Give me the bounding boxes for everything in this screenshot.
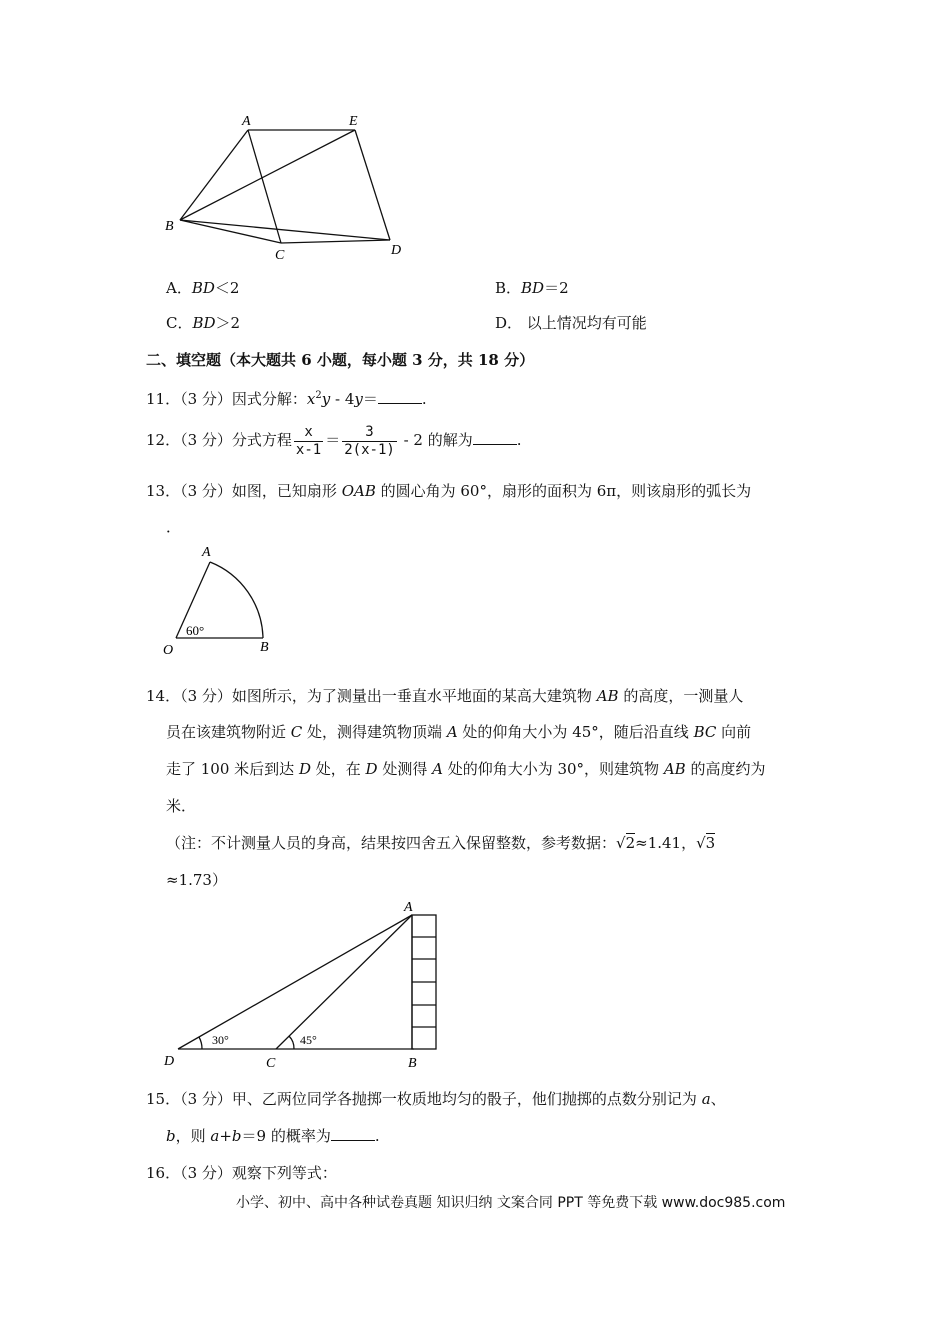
option-d: D． 以上情况均有可能 bbox=[495, 314, 647, 332]
fraction-2: $\frac{3}{2(x-1)}$ bbox=[344, 423, 395, 458]
question-13-line2: ． bbox=[166, 518, 182, 536]
label-B: B bbox=[408, 1056, 417, 1071]
answer-blank bbox=[331, 1126, 375, 1141]
angle-60: 60° bbox=[186, 623, 205, 638]
label-B: B bbox=[260, 640, 269, 655]
option-c: C．BD＞2 bbox=[166, 314, 241, 332]
question-14: 14．（3 分）如图所示，为了测量出一垂直水平地面的某高大建筑物 AB 的高度，一测量人 bbox=[146, 687, 744, 705]
answer-blank bbox=[378, 389, 422, 404]
question-14-note2: ≈1.73） bbox=[166, 871, 227, 889]
option-a: A．BD＜2 bbox=[166, 279, 240, 297]
footer-text: 小学、初中、高中各种试卷真题 知识归纳 文案合同 PPT 等免费下载 www.doc985.com bbox=[236, 1195, 786, 1211]
sqrt-2: √2 bbox=[616, 834, 636, 852]
fraction-1: $\frac{x}{x-1}$ bbox=[295, 423, 322, 458]
label-A: A bbox=[202, 545, 211, 560]
figure-quadrilateral bbox=[160, 108, 420, 268]
question-11: 11．（3 分）因式分解：$x^2y - 4y=$ . bbox=[146, 390, 427, 408]
question-15: 15．（3 分）甲、乙两位同学各抛掷一枚质地均匀的骰子，他们抛掷的点数分别记为 a、 bbox=[146, 1090, 726, 1108]
label-A: A bbox=[404, 900, 413, 915]
angle-45: 45° bbox=[300, 1033, 317, 1047]
label-O: O bbox=[163, 643, 174, 658]
angle-30: 30° bbox=[212, 1033, 229, 1047]
question-14-line4: 米． bbox=[166, 797, 197, 815]
sqrt-3: √3 bbox=[696, 834, 716, 852]
label-D: D bbox=[164, 1054, 175, 1069]
label-B: B bbox=[165, 219, 174, 234]
question-14-line2: 员在该建筑物附近 C 处，测得建筑物顶端 A 处的仰角大小为 45°，随后沿直线 BC 向前 bbox=[166, 723, 752, 741]
question-14-line3: 走了 100 米后到达 D 处，在 D 处测得 A 处的仰角大小为 30°，则建筑物 AB 的高度约为 bbox=[166, 760, 766, 778]
option-b: B．BD＝2 bbox=[495, 279, 569, 297]
answer-blank bbox=[473, 430, 517, 445]
question-15-line2: b，则 a+b＝9 的概率为 . bbox=[166, 1127, 380, 1145]
question-13: 13．（3 分）如图，已知扇形 OAB 的圆心角为 60°，扇形的面积为 6π，则该扇形的弧长为 bbox=[146, 482, 752, 500]
figure-sector bbox=[160, 540, 290, 660]
label-C: C bbox=[266, 1056, 276, 1071]
question-14-note: （注：不计测量人员的身高，结果按四舍五入保留整数，参考数据：√2≈1.41，√3 bbox=[166, 834, 716, 852]
label-D: D bbox=[391, 243, 402, 258]
section-title: 二、填空题（本大题共 6 小题，每小题 3 分，共 18 分） bbox=[146, 351, 535, 369]
label-C: C bbox=[275, 248, 285, 263]
figure-building bbox=[160, 895, 460, 1075]
label-A: A bbox=[242, 114, 251, 129]
question-12: 12．（3 分）分式方程 $\frac{x}{x-1}$ ＝ $\frac{3}{2(x-1)}$ - 2 的解为 . bbox=[146, 423, 522, 458]
label-E: E bbox=[349, 114, 358, 129]
question-16: 16．（3 分）观察下列等式： bbox=[146, 1164, 337, 1182]
